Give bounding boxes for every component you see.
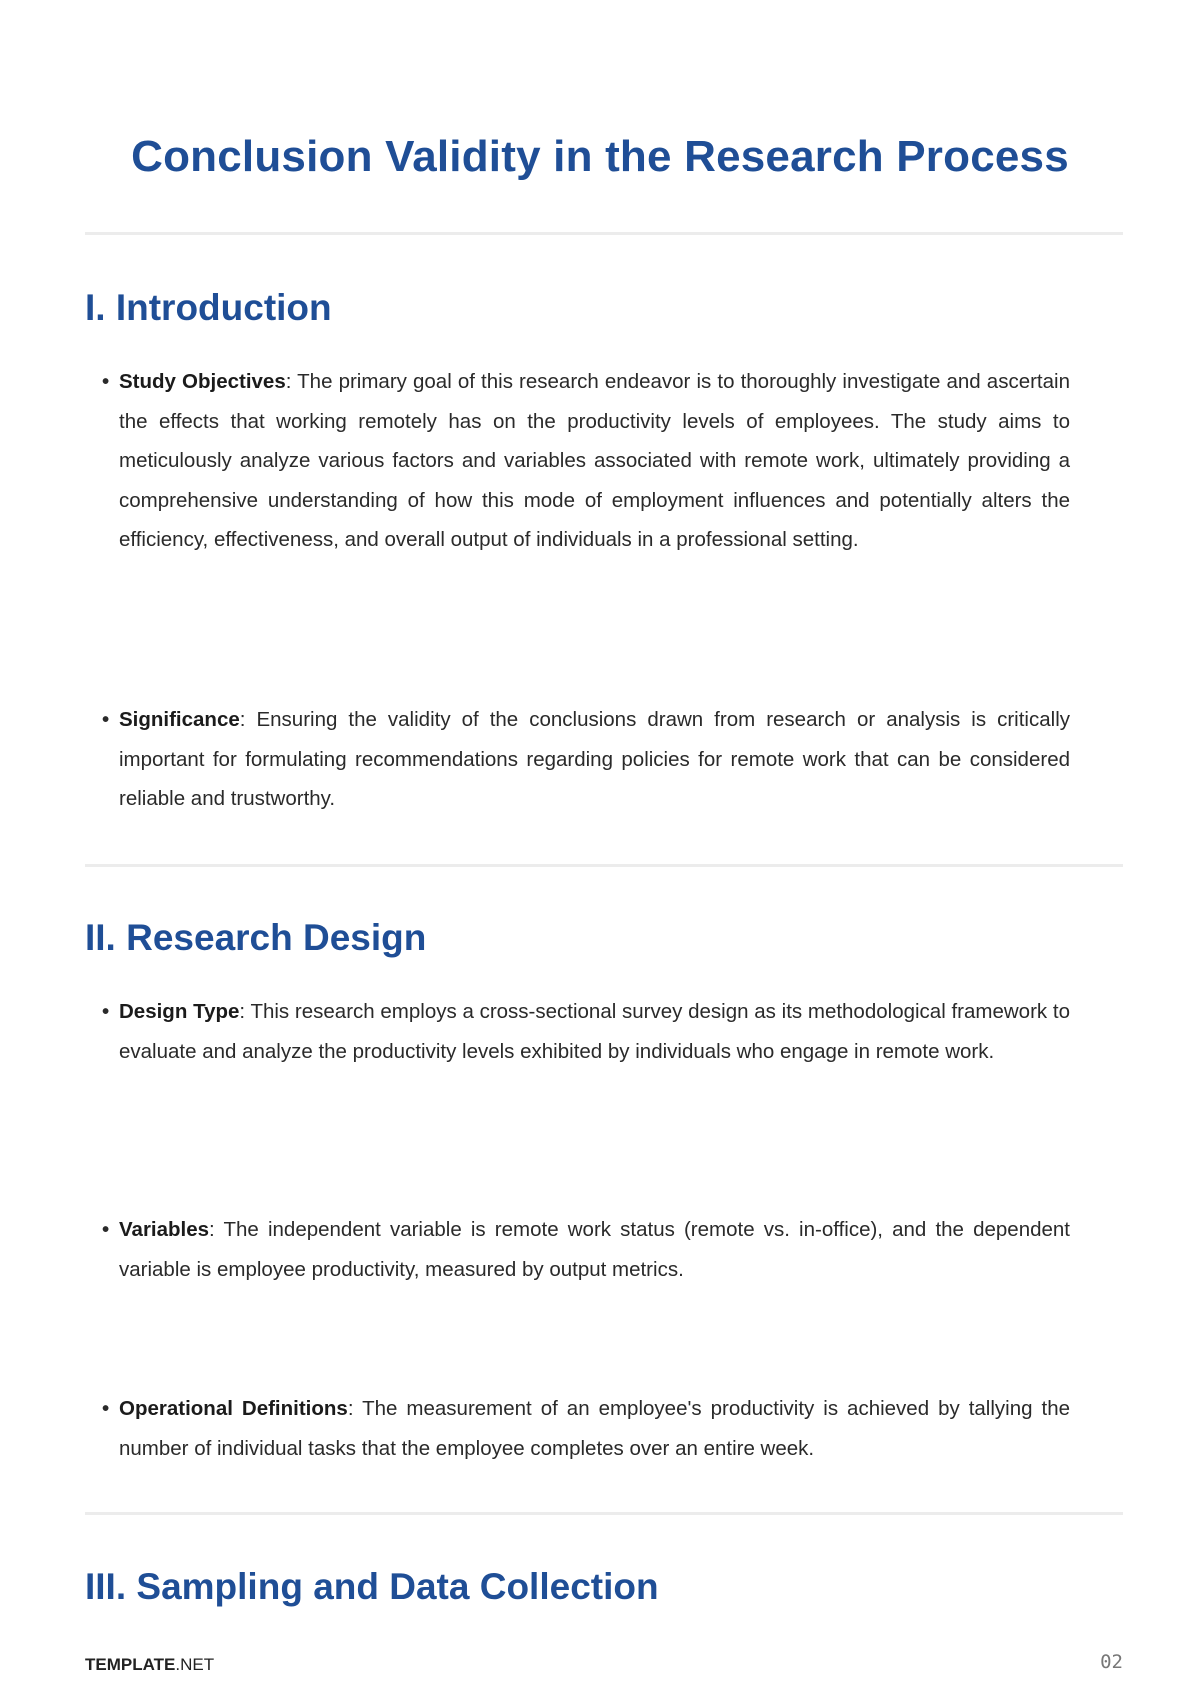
brand-name: TEMPLATE — [85, 1655, 176, 1674]
section-heading-research-design: II. Research Design — [85, 917, 427, 958]
page-number: 02 — [1100, 1651, 1123, 1673]
item-term: Operational Definitions — [119, 1397, 348, 1420]
item-term: Variables — [119, 1218, 210, 1241]
section-divider — [85, 864, 1123, 867]
list-item-operational-definitions — [102, 1389, 1070, 1468]
bullet-dot: • — [102, 1000, 110, 1023]
list-item-study-objectives — [102, 362, 1070, 560]
item-term: Design Type — [119, 1000, 240, 1023]
document-title: Conclusion Validity in the Research Process — [131, 132, 1069, 181]
item-text: : Ensuring the validity of the conclusions drawn from research or analysis is critically important for formulating recommendations regarding policies for remote work that can be considered reliable and trustworthy. — [119, 708, 1070, 810]
section-heading-introduction: I. Introduction — [85, 287, 332, 328]
bullet-dot: • — [102, 370, 110, 393]
bullet-dot: • — [102, 1218, 110, 1241]
section-divider — [85, 1512, 1123, 1515]
bullet-dot: • — [102, 1397, 110, 1420]
footer-brand-logo — [85, 1655, 214, 1675]
item-text: : The independent variable is remote work status (remote vs. in-office), and the dependent variable is employee productivity, measured by output metrics. — [119, 1218, 1070, 1281]
list-item-design-type — [102, 992, 1070, 1071]
section-heading-sampling: III. Sampling and Data Collection — [85, 1566, 659, 1607]
item-text: : This research employs a cross-sectional survey design as its methodological framework to evaluate and analyze the productivity levels exhibited by individuals who engage in remote work. — [119, 1000, 1070, 1063]
item-text: : The measurement of an employee's productivity is achieved by tallying the number of individual tasks that the employee completes over an entire week. — [119, 1397, 1070, 1460]
title-divider — [85, 232, 1123, 235]
item-term: Significance — [119, 708, 240, 731]
bullet-dot: • — [102, 708, 110, 731]
brand-suffix: .NET — [175, 1655, 215, 1674]
item-text: : The primary goal of this research endeavor is to thoroughly investigate and ascertain the effects that working remotely has on the productivity levels of employees. The study aims to meticulously analyze various factors and variables associated with remote work, ultimately providing a comprehensive understanding of how this mode of employment influences and potentially alters the efficiency, effectiveness, and overall output of individuals in a professional setting. — [119, 370, 1070, 551]
list-item-significance — [102, 700, 1070, 819]
item-term: Study Objectives — [119, 370, 286, 393]
list-item-variables — [102, 1210, 1070, 1289]
